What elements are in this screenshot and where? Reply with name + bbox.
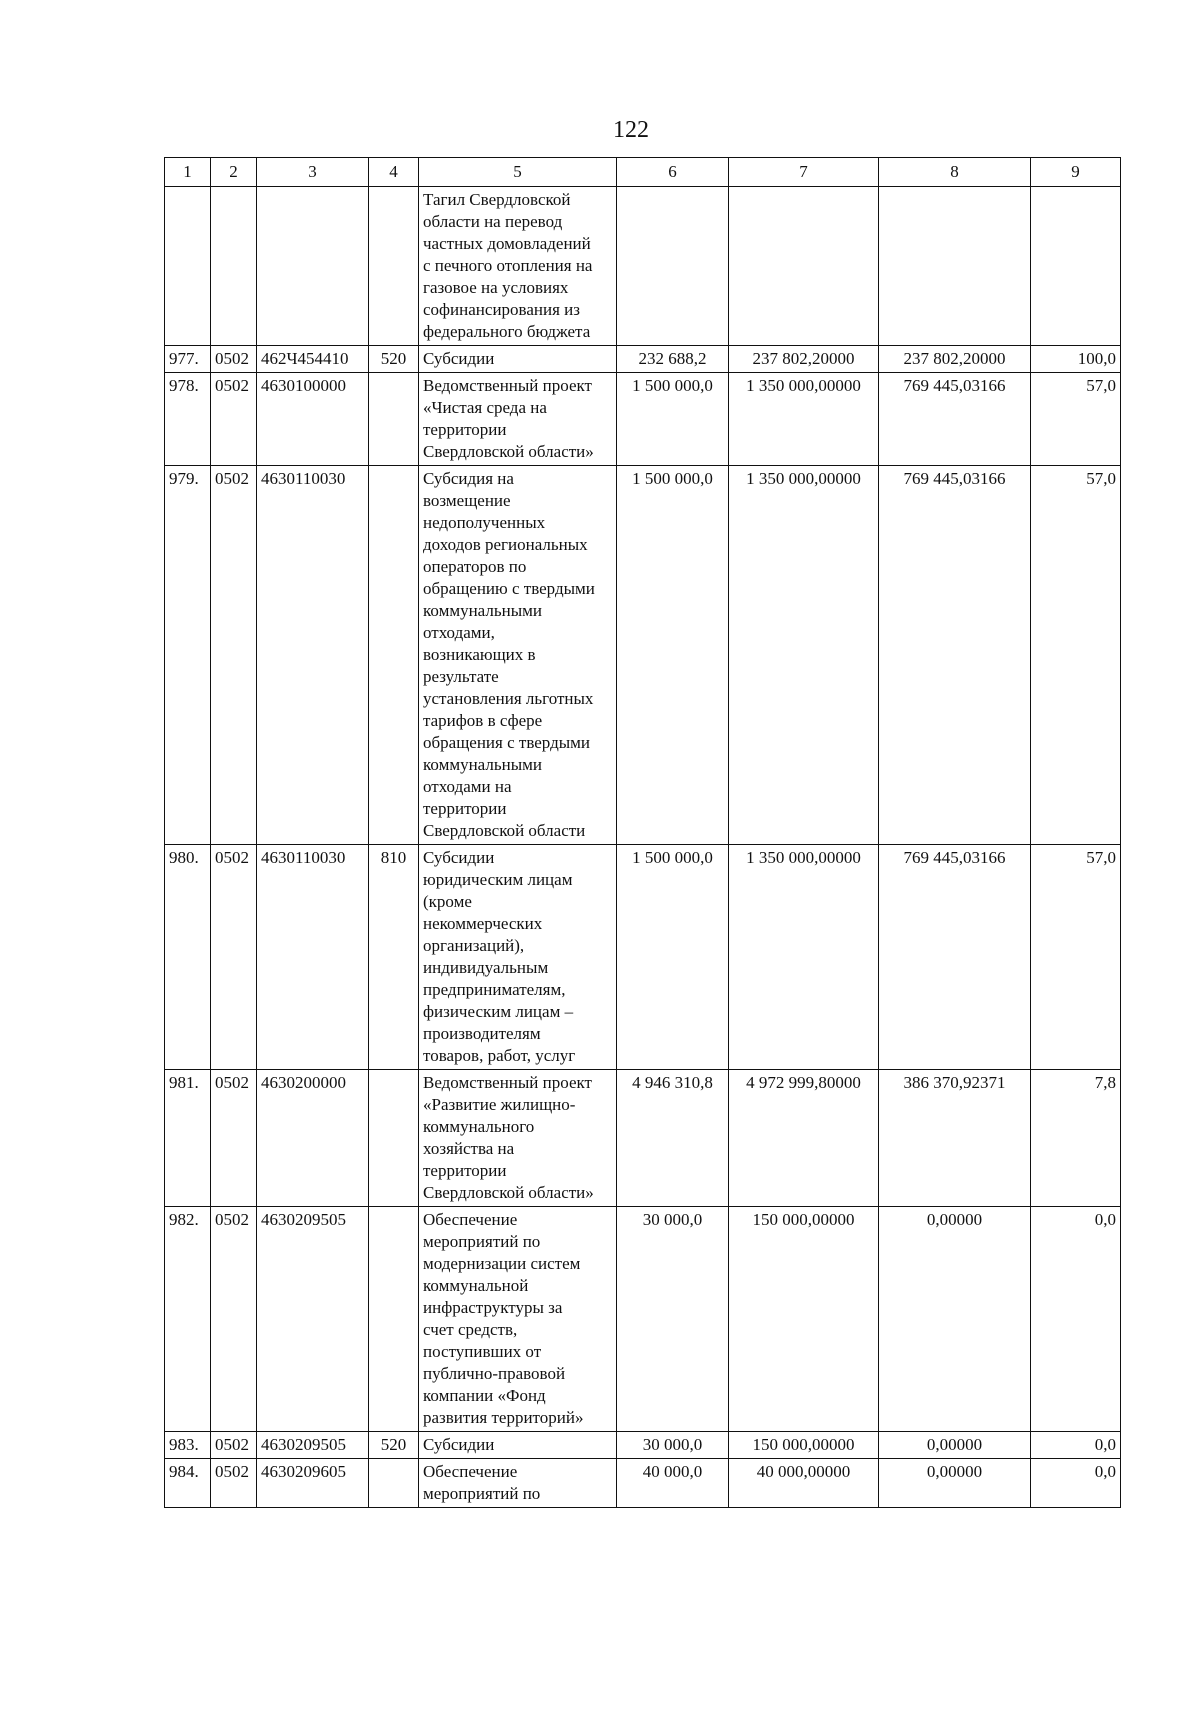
cell-row-number: 981.: [165, 1070, 211, 1207]
table-row: [165, 1070, 1121, 1207]
cell-section-code: 0502: [211, 1070, 257, 1207]
cell-executed-amount: 769 445,03166: [879, 845, 1031, 1070]
cell-target-article-code: 4630200000: [257, 1070, 369, 1207]
cell-adjusted-amount: 1 350 000,00000: [729, 373, 879, 466]
cell-target-article-code: 4630209605: [257, 1459, 369, 1508]
table-row: [165, 187, 1121, 346]
cell-executed-amount: 769 445,03166: [879, 373, 1031, 466]
cell-article-name: Субсидии: [419, 1432, 617, 1459]
table-row: [165, 1207, 1121, 1432]
cell-executed-amount: 237 802,20000: [879, 346, 1031, 373]
cell-article-name: Тагил Свердловской области на перевод частных домовладений с печного отопления на газовое на условиях софинансирования из федерального бюджета: [419, 187, 617, 346]
cell-row-number: 979.: [165, 466, 211, 845]
cell-target-article-code: [257, 187, 369, 346]
header-col-8: 8: [879, 158, 1031, 187]
cell-row-number: 977.: [165, 346, 211, 373]
cell-article-name: Ведомственный проект «Развитие жилищно- коммунального хозяйства на территории Свердловской области»: [419, 1070, 617, 1207]
header-col-2: 2: [211, 158, 257, 187]
cell-row-number: 982.: [165, 1207, 211, 1432]
header-col-5: 5: [419, 158, 617, 187]
cell-approved-amount: 4 946 310,8: [617, 1070, 729, 1207]
table-row: [165, 845, 1121, 1070]
header-col-4: 4: [369, 158, 419, 187]
table-row: [165, 346, 1121, 373]
cell-approved-amount: 30 000,0: [617, 1432, 729, 1459]
cell-approved-amount: 1 500 000,0: [617, 466, 729, 845]
cell-section-code: 0502: [211, 1432, 257, 1459]
cell-expense-type-code: [369, 1207, 419, 1432]
cell-executed-amount: 0,00000: [879, 1459, 1031, 1508]
cell-section-code: 0502: [211, 1459, 257, 1508]
table-row: [165, 373, 1121, 466]
cell-approved-amount: 1 500 000,0: [617, 373, 729, 466]
cell-execution-percent: 57,0: [1031, 845, 1121, 1070]
header-col-6: 6: [617, 158, 729, 187]
cell-execution-percent: [1031, 187, 1121, 346]
cell-adjusted-amount: 4 972 999,80000: [729, 1070, 879, 1207]
cell-section-code: 0502: [211, 346, 257, 373]
cell-target-article-code: 4630209505: [257, 1207, 369, 1432]
cell-execution-percent: 0,0: [1031, 1459, 1121, 1508]
cell-expense-type-code: [369, 187, 419, 346]
header-col-7: 7: [729, 158, 879, 187]
cell-approved-amount: 232 688,2: [617, 346, 729, 373]
cell-approved-amount: [617, 187, 729, 346]
cell-row-number: 980.: [165, 845, 211, 1070]
cell-adjusted-amount: 1 350 000,00000: [729, 466, 879, 845]
cell-section-code: 0502: [211, 466, 257, 845]
cell-execution-percent: 100,0: [1031, 346, 1121, 373]
cell-target-article-code: 462Ч454410: [257, 346, 369, 373]
cell-article-name: Обеспечение мероприятий по модернизации систем коммунальной инфраструктуры за счет средств, поступивших от публично-правовой компании «Фонд развития территорий»: [419, 1207, 617, 1432]
cell-approved-amount: 40 000,0: [617, 1459, 729, 1508]
cell-execution-percent: 0,0: [1031, 1207, 1121, 1432]
header-row: [165, 158, 1121, 187]
cell-approved-amount: 30 000,0: [617, 1207, 729, 1432]
cell-target-article-code: 4630110030: [257, 845, 369, 1070]
header-col-1: 1: [165, 158, 211, 187]
cell-adjusted-amount: 150 000,00000: [729, 1432, 879, 1459]
cell-section-code: 0502: [211, 373, 257, 466]
cell-row-number: 984.: [165, 1459, 211, 1508]
cell-executed-amount: 0,00000: [879, 1207, 1031, 1432]
cell-expense-type-code: 810: [369, 845, 419, 1070]
cell-target-article-code: 4630100000: [257, 373, 369, 466]
cell-executed-amount: [879, 187, 1031, 346]
cell-row-number: [165, 187, 211, 346]
cell-execution-percent: 0,0: [1031, 1432, 1121, 1459]
cell-adjusted-amount: 237 802,20000: [729, 346, 879, 373]
cell-adjusted-amount: 1 350 000,00000: [729, 845, 879, 1070]
cell-adjusted-amount: [729, 187, 879, 346]
table-row: [165, 1432, 1121, 1459]
cell-expense-type-code: 520: [369, 346, 419, 373]
cell-article-name: Обеспечение мероприятий по: [419, 1459, 617, 1508]
cell-executed-amount: 769 445,03166: [879, 466, 1031, 845]
table-row: [165, 466, 1121, 845]
cell-row-number: 983.: [165, 1432, 211, 1459]
cell-expense-type-code: 520: [369, 1432, 419, 1459]
page-number: 122: [613, 117, 649, 143]
header-col-3: 3: [257, 158, 369, 187]
cell-executed-amount: 386 370,92371: [879, 1070, 1031, 1207]
cell-section-code: 0502: [211, 845, 257, 1070]
cell-expense-type-code: [369, 1459, 419, 1508]
cell-execution-percent: 57,0: [1031, 373, 1121, 466]
cell-executed-amount: 0,00000: [879, 1432, 1031, 1459]
cell-article-name: Субсидии: [419, 346, 617, 373]
cell-adjusted-amount: 40 000,00000: [729, 1459, 879, 1508]
budget-table: [164, 157, 1121, 1508]
cell-row-number: 978.: [165, 373, 211, 466]
table-row: [165, 1459, 1121, 1508]
cell-adjusted-amount: 150 000,00000: [729, 1207, 879, 1432]
cell-article-name: Субсидия на возмещение недополученных доходов региональных операторов по обращению с твердыми коммунальными отходами, возникающих в результате установления льготных тарифов в сфере обращения с твердыми коммунальными отходами на территории Свердловской области: [419, 466, 617, 845]
cell-target-article-code: 4630209505: [257, 1432, 369, 1459]
cell-expense-type-code: [369, 373, 419, 466]
cell-execution-percent: 7,8: [1031, 1070, 1121, 1207]
cell-section-code: [211, 187, 257, 346]
cell-article-name: Субсидии юридическим лицам (кроме некоммерческих организаций), индивидуальным предпринимателям, физическим лицам – производителям товаров, работ, услуг: [419, 845, 617, 1070]
cell-section-code: 0502: [211, 1207, 257, 1432]
cell-target-article-code: 4630110030: [257, 466, 369, 845]
header-col-9: 9: [1031, 158, 1121, 187]
cell-approved-amount: 1 500 000,0: [617, 845, 729, 1070]
cell-article-name: Ведомственный проект «Чистая среда на территории Свердловской области»: [419, 373, 617, 466]
cell-execution-percent: 57,0: [1031, 466, 1121, 845]
cell-expense-type-code: [369, 466, 419, 845]
cell-expense-type-code: [369, 1070, 419, 1207]
